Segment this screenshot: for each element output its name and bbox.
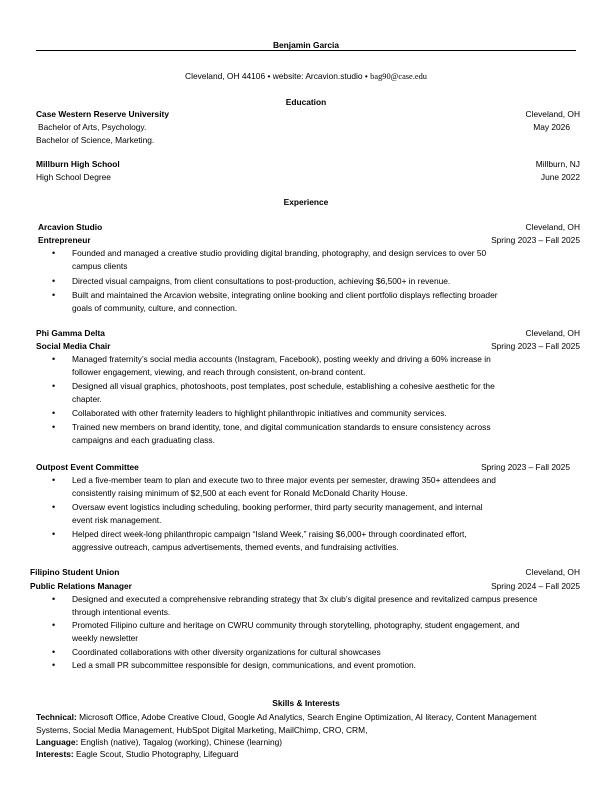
bullet-text: follower engagement, viewing, and reach through consistent, on-brand content. (72, 367, 366, 377)
language-label: Language: (36, 737, 79, 747)
bullet-icon: • (52, 290, 56, 300)
school-name: Millburn High School (36, 159, 120, 169)
contact-separator: • (364, 71, 368, 81)
bullet-text: campus clients (72, 261, 128, 271)
experience-heading: Experience (283, 197, 329, 207)
school-name: Case Western Reserve University (36, 109, 169, 119)
bullet-text: Founded and managed a creative studio providing digital branding, photography, and design services to over 50 (72, 248, 487, 258)
job-location: Cleveland, OH (525, 328, 580, 338)
bullet-icon: • (52, 647, 56, 657)
degree: Bachelor of Arts, Psychology. (38, 122, 147, 132)
bullet-text: Coordinated collaborations with other diversity organizations for cultural showcases (72, 647, 381, 657)
bullet-icon: • (52, 248, 56, 258)
bullet-icon: • (52, 594, 56, 604)
bullet-text: Promoted Filipino culture and heritage on CWRU community through storytelling, photography, student engagement, and (72, 620, 520, 630)
bullet-icon: • (52, 529, 56, 539)
technical-skills (36, 712, 536, 722)
technical-label: Technical: (36, 712, 77, 722)
bullet-icon: • (52, 620, 56, 630)
job-organization: Outpost Event Committee (36, 462, 139, 472)
contact-location: Cleveland, OH 44106 (185, 71, 266, 81)
job-location: Cleveland, OH (525, 567, 580, 577)
bullet-text: Led a small PR subcommittee responsible for design, communications, and event promotion. (72, 660, 417, 670)
bullet-text: Oversaw event logistics including scheduling, booking performer, third party security management, and internal (72, 502, 483, 512)
bullet-text: Led a five-member team to plan and execute two to three major events per semester, drawing 350+ attendees and (72, 475, 496, 485)
school-location: Cleveland, OH (525, 109, 580, 119)
bullet-text: Collaborated with other fraternity leaders to highlight philanthropic initiatives and community services. (72, 408, 447, 418)
bullet-text: chapter. (72, 394, 102, 404)
job-dates: Spring 2024 – Fall 2025 (491, 581, 580, 591)
header-divider (36, 50, 576, 51)
bullet-text: event risk management. (72, 515, 162, 525)
job-role: Entrepreneur (38, 235, 91, 245)
job-organization: Arcavion Studio (38, 222, 103, 232)
education-heading: Education (285, 97, 327, 107)
graduation-date: May 2026 (533, 122, 570, 132)
contact-line (0, 71, 612, 81)
bullet-text: Designed all visual graphics, photoshoots, post templates, post schedule, establishing a cohesive aesthetic for the (72, 381, 495, 391)
degree: High School Degree (36, 172, 111, 182)
job-organization: Filipino Student Union (30, 567, 120, 577)
technical-skills-text: Microsoft Office, Adobe Creative Cloud, Google Ad Analytics, Search Engine Optimization, AI literacy, Content Management (79, 712, 537, 722)
job-dates: Spring 2023 – Fall 2025 (491, 341, 580, 351)
language-text: English (native), Tagalog (working), Chinese (learning) (80, 737, 283, 747)
graduation-date: June 2022 (540, 172, 580, 182)
interests-text: Eagle Scout, Studio Photography, Lifeguard (76, 749, 239, 759)
bullet-text: Helped direct week-long philanthropic campaign “Island Week,” raising $6,000+ through coordinated effort, (72, 529, 467, 539)
bullet-icon: • (52, 660, 56, 670)
interests-label: Interests: (36, 749, 74, 759)
email-link[interactable]: bag90@case.edu (370, 72, 427, 81)
skills-heading: Skills & Interests (272, 698, 340, 708)
bullet-text: Built and maintained the Arcavion website, integrating online booking and client portfolio displays reflecting broader (72, 290, 498, 300)
bullet-text: Designed and executed a comprehensive rebranding strategy that 3x club’s digital presence and revitalized campus presence (72, 594, 538, 604)
bullet-icon: • (52, 381, 56, 391)
bullet-text: campaigns and each graduating class. (72, 435, 215, 445)
website-label: website: (272, 71, 304, 81)
bullet-text: weekly newsletter (72, 633, 139, 643)
language-skills (36, 737, 282, 747)
bullet-icon: • (52, 408, 56, 418)
bullet-text: Managed fraternity’s social media accounts (Instagram, Facebook), posting weekly and driving a 60% increase in (72, 354, 491, 364)
degree: Bachelor of Science, Marketing. (36, 135, 155, 145)
job-role: Public Relations Manager (30, 581, 132, 591)
bullet-text: goals of community, culture, and connection. (72, 303, 238, 313)
bullet-icon: • (52, 502, 56, 512)
technical-skills-continued: Systems, Social Media Management, HubSpot Digital Marketing, MailChimp, CRO, CRM, (36, 725, 368, 735)
job-dates: Spring 2023 – Fall 2025 (481, 462, 570, 472)
bullet-icon: • (52, 354, 56, 364)
interests (36, 749, 238, 759)
bullet-text: through intentional events. (72, 607, 171, 617)
resume-name: Benjamin Garcia (272, 40, 340, 50)
bullet-text: Directed visual campaigns, from client consultations to post-production, achieving $6,500+ in revenue. (72, 276, 451, 286)
bullet-text: aggressive outreach, campus advertisements, themed events, and fundraising activities. (72, 542, 399, 552)
job-organization: Phi Gamma Delta (36, 328, 105, 338)
job-location: Cleveland, OH (525, 222, 580, 232)
bullet-icon: • (52, 276, 56, 286)
bullet-icon: • (52, 475, 56, 485)
website-link[interactable]: Arcavion.studio (305, 71, 363, 81)
job-role: Social Media Chair (36, 341, 111, 351)
bullet-text: Trained new members on brand identity, tone, and digital communication standards to ensure consistency across (72, 422, 491, 432)
contact-separator: • (267, 71, 271, 81)
bullet-icon: • (52, 422, 56, 432)
bullet-text: consistently raising minimum of $2,500 at each event for Ronald McDonald Charity House. (72, 488, 408, 498)
job-dates: Spring 2023 – Fall 2025 (491, 235, 580, 245)
school-location: Millburn, NJ (535, 159, 580, 169)
